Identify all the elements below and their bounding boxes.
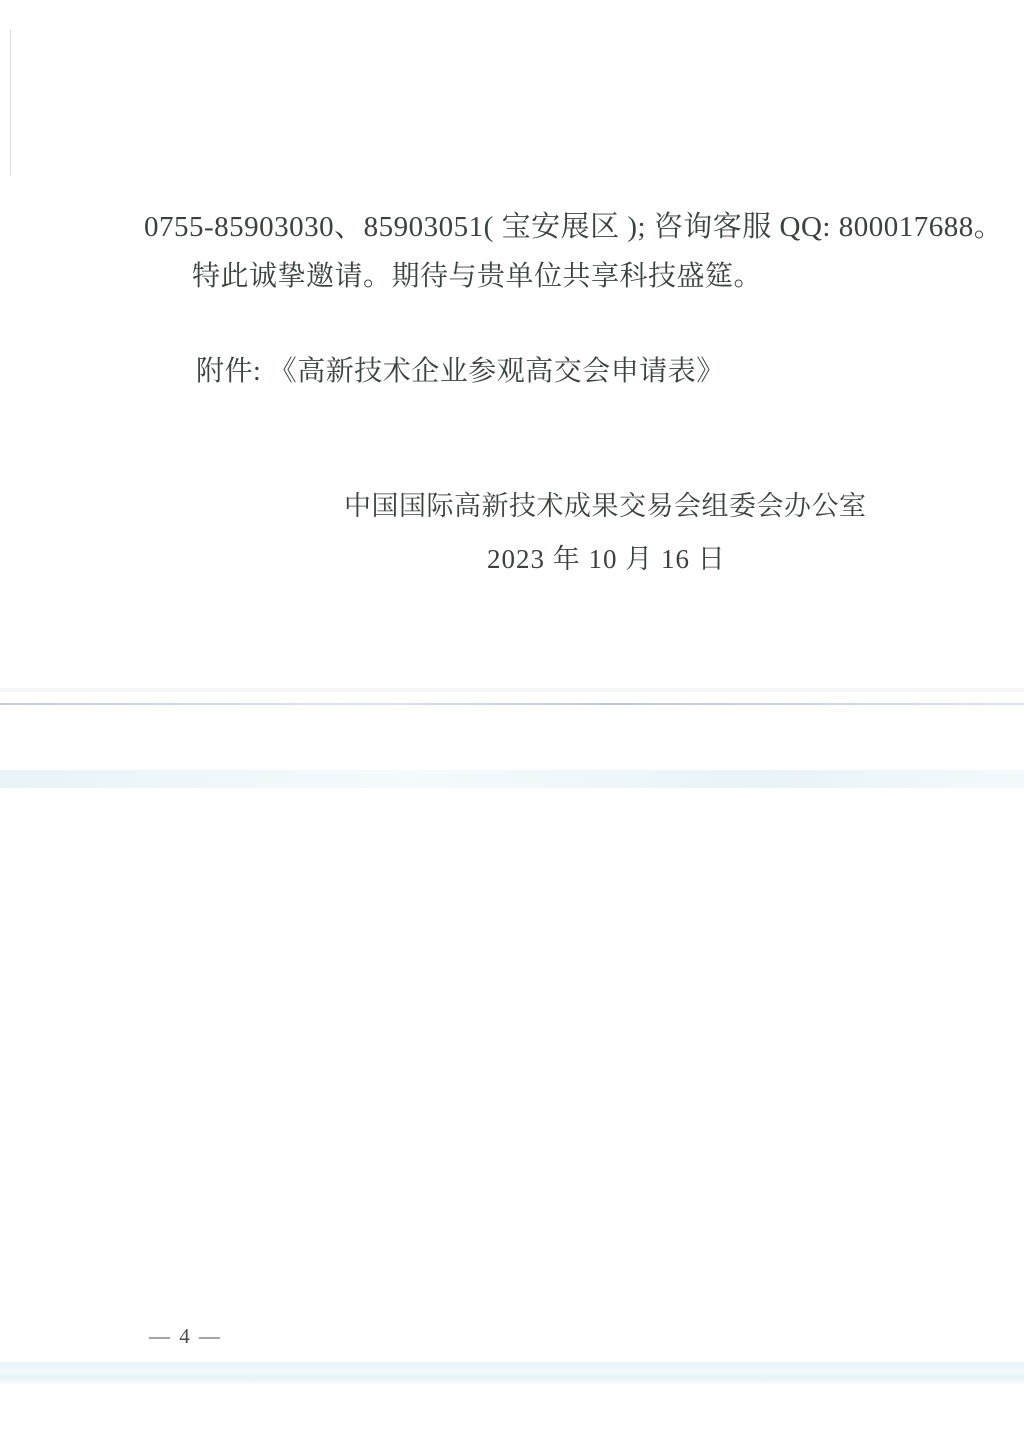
body-line-contact-numbers: 0755-85903030、85903051( 宝安展区 ); 咨询客服 QQ: 800017688。 (144, 211, 1004, 243)
signature-date: 2023 年 10 月 16 日 (487, 544, 726, 574)
body-line-invitation: 特此诚挚邀请。期待与贵单位共享科技盛筵。 (192, 261, 763, 292)
scan-artifact-horizontal-line (0, 703, 1024, 705)
attachment-reference-line: 附件: 《高新技术企业参观高交会申请表》 (196, 356, 725, 387)
scan-artifact-middle-band (0, 770, 1024, 788)
signature-organization: 中国国际高新技术成果交易会组委会办公室 (344, 491, 867, 521)
scan-artifact-smudge (0, 688, 1024, 692)
page-number: — 4 — (149, 1324, 222, 1348)
scan-artifact-left-edge-line (10, 30, 11, 175)
scan-artifact-bottom-band (0, 1362, 1024, 1384)
